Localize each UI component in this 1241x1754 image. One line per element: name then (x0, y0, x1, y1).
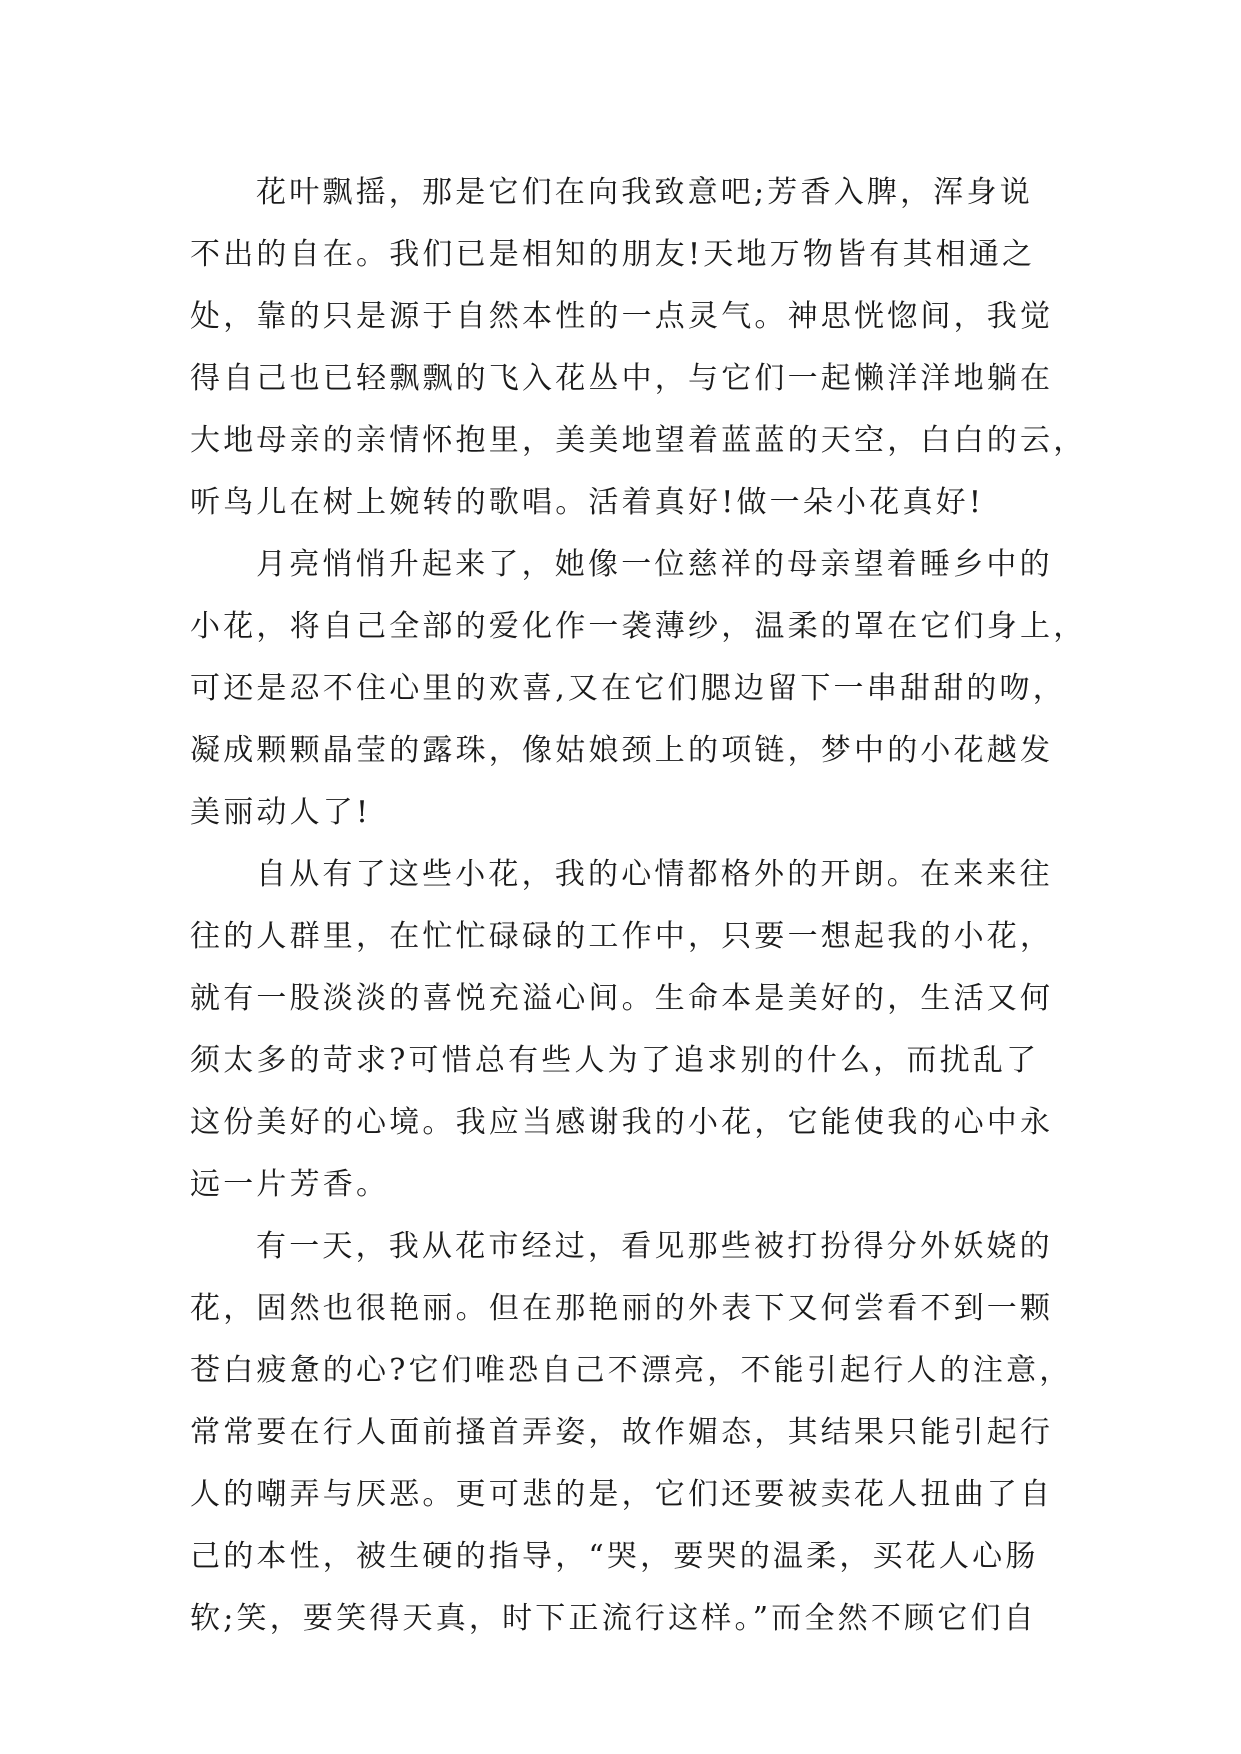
text-line: 有一天，我从花市经过，看见那些被打扮得分外妖娆的 (256, 1229, 1053, 1264)
text-line: 软;笑，要笑得天真，时下正流行这样。”而全然不顾它们自 (190, 1601, 1037, 1636)
text-line: 听鸟儿在树上婉转的歌唱。活着真好!做一朵小花真好! (190, 485, 985, 520)
paragraph-3 (190, 844, 1060, 1216)
document-body (190, 162, 1087, 1650)
text-line: 远一片芳香。 (190, 1167, 390, 1202)
paragraph-4 (190, 1216, 1073, 1650)
text-line: 苍白疲惫的心?它们唯恐自己不漂亮，不能引起行人的注意， (190, 1353, 1073, 1388)
text-line: 美丽动人了! (190, 795, 372, 830)
paragraph-1 (190, 162, 1087, 534)
text-line: 大地母亲的亲情怀抱里，美美地望着蓝蓝的天空，白白的云， (190, 423, 1087, 458)
text-line: 就有一股淡淡的喜悦充溢心间。生命本是美好的，生活又何 (190, 981, 1054, 1016)
text-line: 须太多的苛求?可惜总有些人为了追求别的什么，而扰乱了 (190, 1043, 1040, 1078)
text-line: 小花，将自己全部的爱化作一袭薄纱，温柔的罩在它们身上， (190, 609, 1087, 644)
text-line: 这份美好的心境。我应当感谢我的小花，它能使我的心中永 (190, 1105, 1054, 1140)
text-line: 可还是忍不住心里的欢喜,又在它们腮边留下一串甜甜的吻， (190, 671, 1066, 706)
text-line: 得自己也已轻飘飘的飞入花丛中，与它们一起懒洋洋地躺在 (190, 361, 1054, 396)
text-line: 不出的自在。我们已是相知的朋友!天地万物皆有其相通之 (190, 237, 1036, 272)
paragraph-2 (190, 534, 1087, 844)
text-line: 处，靠的只是源于自然本性的一点灵气。神思恍惚间，我觉 (190, 299, 1054, 334)
text-line: 花叶飘摇，那是它们在向我致意吧;芳香入脾，浑身说 (256, 175, 1033, 210)
text-line: 月亮悄悄升起来了，她像一位慈祥的母亲望着睡乡中的 (256, 547, 1053, 582)
text-line: 人的嘲弄与厌恶。更可悲的是，它们还要被卖花人扭曲了自 (190, 1477, 1054, 1512)
text-line: 凝成颗颗晶莹的露珠，像姑娘颈上的项链，梦中的小花越发 (190, 733, 1054, 768)
text-line: 己的本性，被生硬的指导，“哭，要哭的温柔，买花人心肠 (190, 1539, 1039, 1574)
text-line: 自从有了这些小花，我的心情都格外的开朗。在来来往 (256, 857, 1053, 892)
text-line: 花，固然也很艳丽。但在那艳丽的外表下又何尝看不到一颗 (190, 1291, 1054, 1326)
text-line: 往的人群里，在忙忙碌碌的工作中，只要一想起我的小花， (190, 919, 1054, 954)
text-line: 常常要在行人面前搔首弄姿，故作媚态，其结果只能引起行 (190, 1415, 1054, 1450)
